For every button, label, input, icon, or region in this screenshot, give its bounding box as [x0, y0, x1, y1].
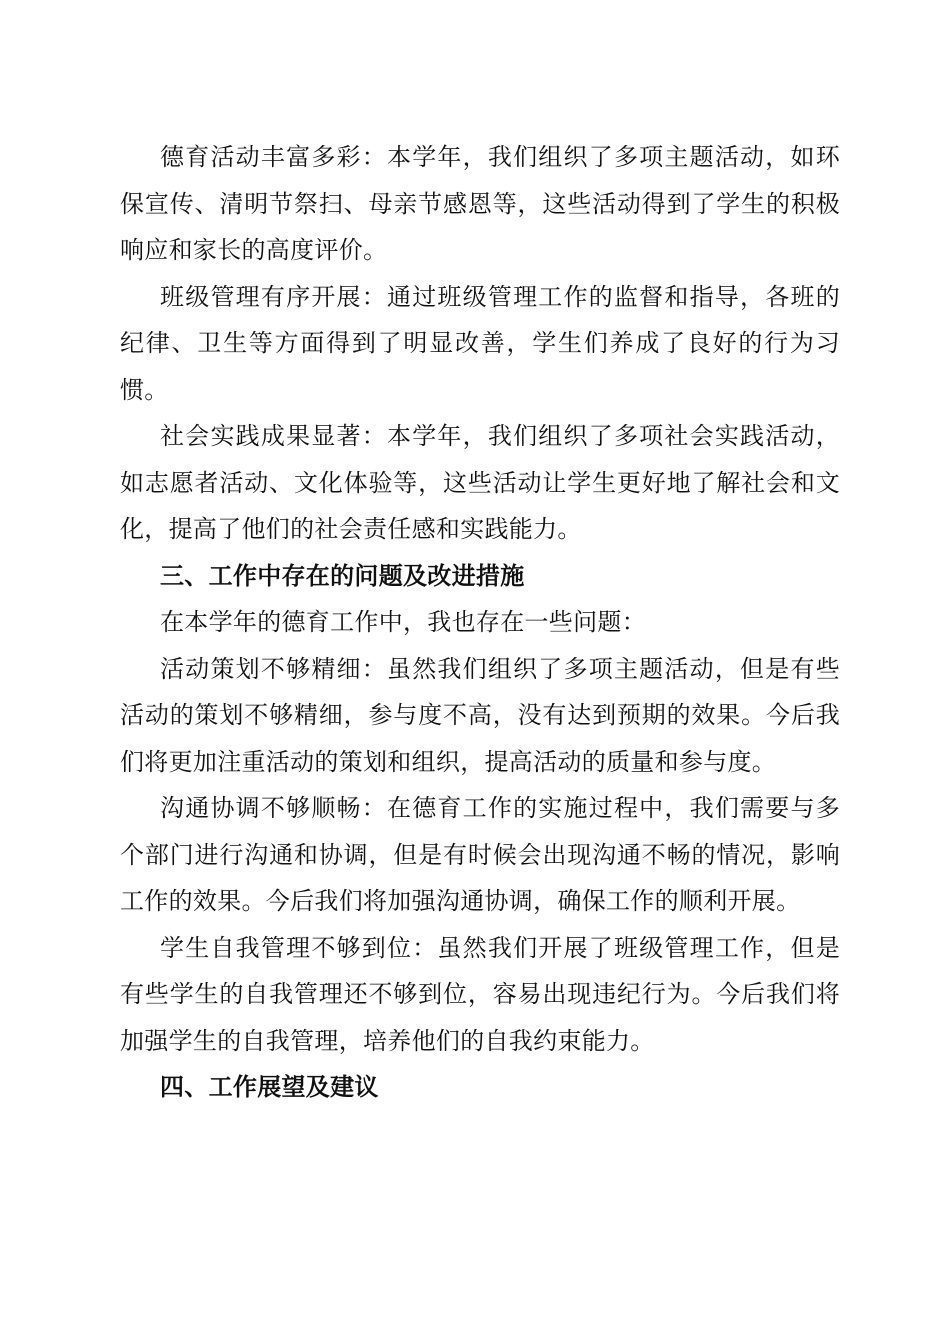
- paragraph-activity-planning: 活动策划不够精细：虽然我们组织了多项主题活动，但是有些活动的策划不够精细，参与度不高，没有达到预期的效果。今后我们将更加注重活动的策划和组织，提高活动的质量和参与度。: [120, 654, 840, 776]
- paragraph-moral-activities: 德育活动丰富多彩：本学年，我们组织了多项主题活动，如环保宣传、清明节祭扫、母亲节感恩等，这些活动得到了学生的积极响应和家长的高度评价。: [120, 143, 840, 264]
- paragraph-communication: 沟通协调不够顺畅：在德育工作的实施过程中，我们需要与多个部门进行沟通和协调，但是有时候会出现沟通不畅的情况，影响工作的效果。今后我们将加强沟通协调，确保工作的顺利开展。: [120, 794, 840, 915]
- paragraph-problems-intro: 在本学年的德育工作中，我也存在一些问题：: [160, 608, 646, 636]
- paragraph-social-practice: 社会实践成果显著：本学年，我们组织了多项社会实践活动，如志愿者活动、文化体验等，这些活动让学生更好地了解社会和文化，提高了他们的社会责任感和实践能力。: [120, 422, 840, 543]
- paragraph-class-management: 班级管理有序开展：通过班级管理工作的监督和指导，各班的纪律、卫生等方面得到了明显改善，学生们养成了良好的行为习惯。: [120, 282, 840, 404]
- heading-section-3: 三、工作中存在的问题及改进措施: [160, 561, 525, 590]
- paragraph-self-management: 学生自我管理不够到位：虽然我们开展了班级管理工作，但是有些学生的自我管理还不够到位，容易出现违纪行为。今后我们将加强学生的自我管理，培养他们的自我约束能力。: [120, 933, 840, 1055]
- document-body: [120, 134, 840, 1111]
- heading-section-4: 四、工作展望及建议: [160, 1073, 379, 1101]
